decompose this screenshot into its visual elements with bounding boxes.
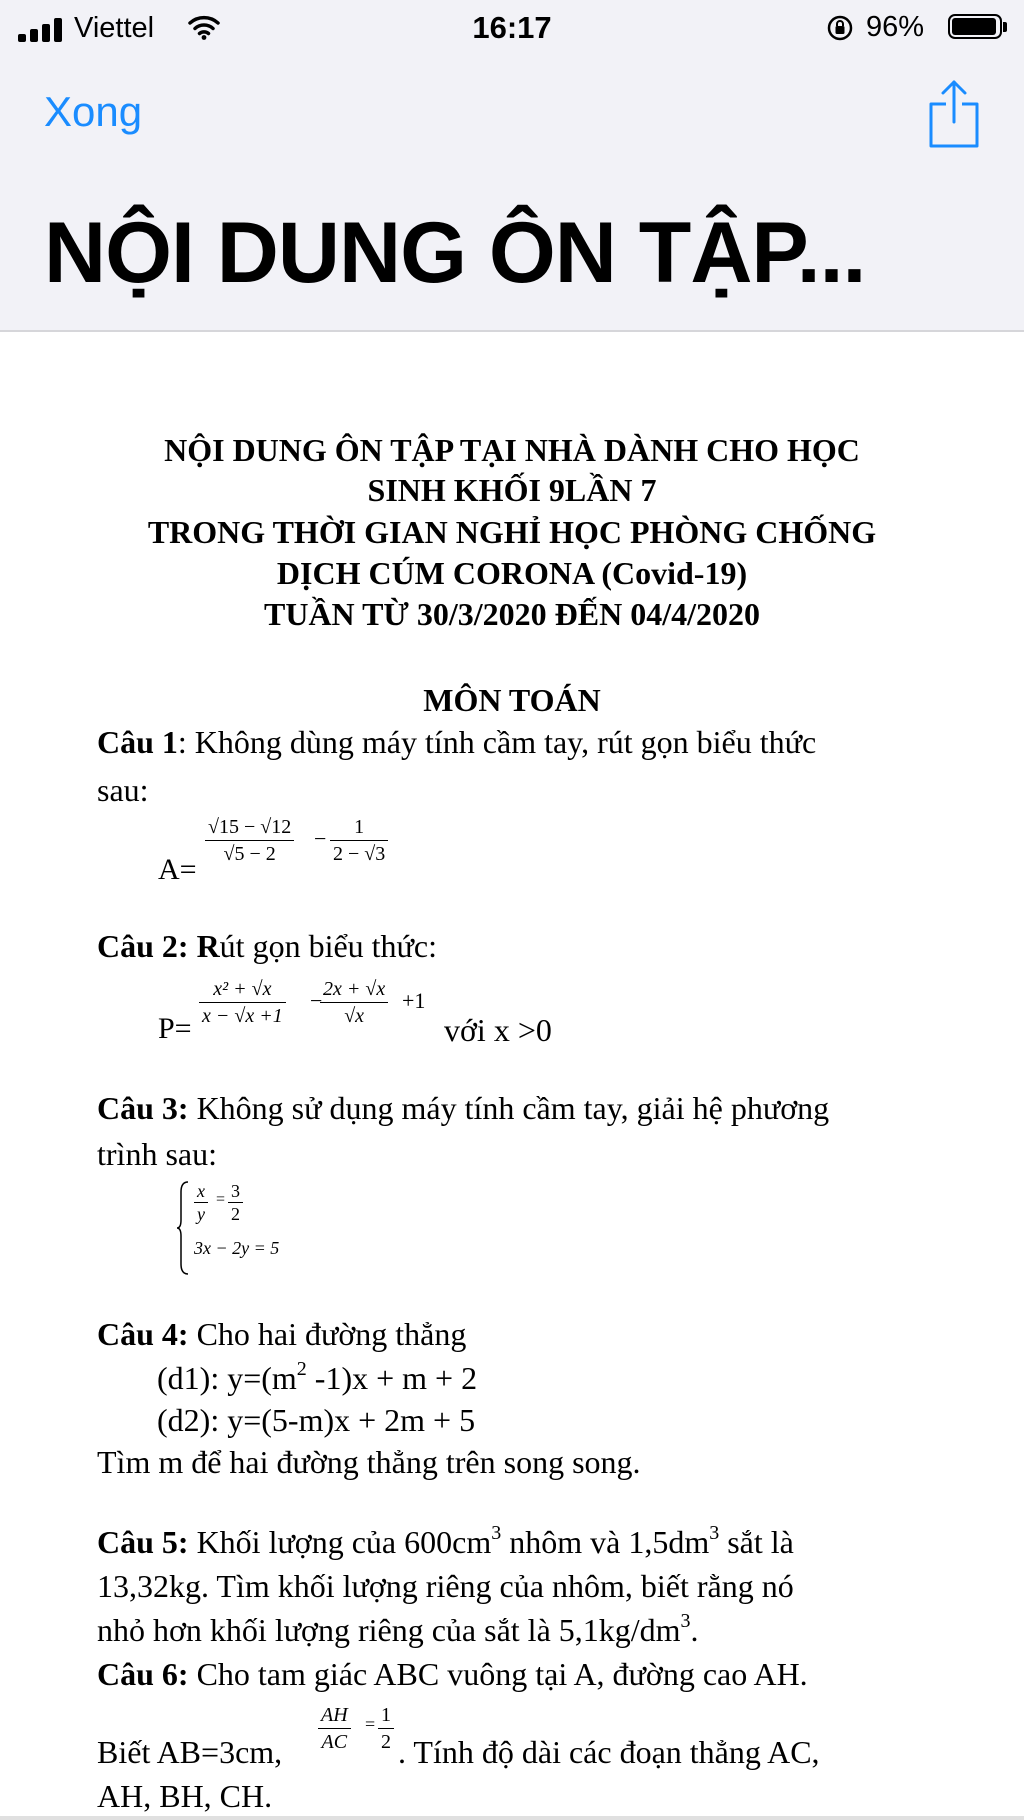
- fraction-numerator: 3: [228, 1180, 243, 1203]
- question-text-2: nhôm và 1,5dm: [501, 1524, 710, 1560]
- question-text: Cho tam giác ABC vuông tại A, đường cao AH.: [188, 1656, 808, 1692]
- battery-percentage: 96%: [866, 11, 925, 43]
- condition-text: với x >0: [444, 1012, 552, 1048]
- equals-sign: =: [216, 1191, 226, 1208]
- formula-lhs: P=: [158, 1012, 192, 1045]
- question-5-line-2: 13,32kg. Tìm khối lượng riêng của nhôm, biết rằng nó: [97, 1568, 794, 1604]
- fraction: [228, 1180, 243, 1225]
- line-d1: [157, 1360, 477, 1397]
- fraction: [205, 814, 294, 867]
- question-5: [97, 1524, 794, 1561]
- fraction-denominator: √x: [344, 1005, 365, 1027]
- subject-title: MÔN TOÁN: [423, 682, 601, 718]
- status-bar: [0, 0, 1024, 56]
- question-6-line-2a: Biết AB=3cm,: [97, 1734, 283, 1770]
- fraction-numerator: √15 − √12: [205, 814, 294, 841]
- question-label: Câu 6:: [97, 1656, 189, 1692]
- fraction-denominator: 2: [381, 1731, 391, 1753]
- heading-line: TRONG THỜI GIAN NGHỈ HỌC PHÒNG CHỐNG: [147, 514, 877, 550]
- question-3-line-2: trình sau:: [97, 1136, 217, 1172]
- d1-text: (d1): y=(m: [157, 1360, 297, 1396]
- fraction-numerator: 1: [330, 814, 388, 841]
- minus-sign: −: [314, 826, 327, 851]
- question-label: Câu 5:: [97, 1524, 189, 1560]
- question-text: : Không dùng máy tính cầm tay, rút gọn biểu thức: [177, 724, 817, 760]
- share-icon[interactable]: [926, 76, 982, 152]
- question-label: Câu 4:: [97, 1316, 189, 1352]
- fraction: [378, 1702, 394, 1755]
- superscript: 3: [491, 1522, 502, 1545]
- question-text: út gọn biểu thức:: [219, 928, 437, 964]
- d1-text-2: -1)x + m + 2: [306, 1360, 478, 1396]
- fraction-numerator: 2x + √x: [320, 976, 388, 1003]
- fraction: [330, 814, 388, 867]
- battery-level-fill: [952, 18, 996, 35]
- heading-line: NỘI DUNG ÔN TẬP TẠI NHÀ DÀNH CHO HỌC: [164, 432, 860, 468]
- clock: 16:17: [472, 10, 552, 45]
- fraction-denominator: y: [197, 1204, 205, 1224]
- fraction: [320, 976, 388, 1029]
- question-3: [97, 1090, 829, 1127]
- fraction-denominator: √5 − 2: [223, 843, 276, 865]
- heading-line: DỊCH CÚM CORONA (Covid-19): [276, 555, 748, 591]
- heading-line: SINH KHỐI 9LẦN 7: [367, 472, 657, 508]
- question-text: Cho hai đường thẳng: [188, 1316, 467, 1352]
- question-label: Câu 3:: [97, 1090, 189, 1126]
- plus-one: +1: [402, 988, 426, 1013]
- fraction-numerator: x: [194, 1180, 208, 1203]
- fraction: [318, 1702, 351, 1755]
- question-label: Câu 2:: [97, 928, 189, 964]
- brace-icon: [176, 1180, 190, 1276]
- equals-sign: =: [365, 1714, 376, 1734]
- fraction-numerator: 1: [378, 1702, 394, 1729]
- question-4-line-4: Tìm m để hai đường thẳng trên song song.: [97, 1444, 641, 1480]
- question-text: Khối lượng của 600cm: [188, 1524, 492, 1560]
- question-text-3: sắt là: [719, 1524, 794, 1560]
- question-text-bold: R: [188, 928, 220, 964]
- question-6-line-3: AH, BH, CH.: [97, 1778, 273, 1814]
- document-title: NỘI DUNG ÔN TẬP...: [44, 205, 866, 301]
- question-4: [97, 1316, 466, 1353]
- fraction-numerator: x² + √x: [199, 976, 286, 1003]
- superscript: 3: [680, 1610, 691, 1633]
- battery-tip: [1003, 22, 1007, 32]
- carrier-name: Viettel: [74, 12, 155, 44]
- question-1-line-2: sau:: [97, 772, 149, 808]
- orientation-lock-icon: [826, 14, 854, 42]
- fraction-denominator: AC: [321, 1731, 348, 1753]
- formula-lhs: A=: [158, 853, 197, 886]
- question-6: [97, 1656, 808, 1693]
- superscript: 2: [296, 1358, 307, 1381]
- bottom-edge: [0, 1816, 1024, 1820]
- fraction: [199, 976, 286, 1029]
- document-content: [0, 332, 1024, 1820]
- line-d2: (d2): y=(5-m)x + 2m + 5: [157, 1402, 476, 1438]
- fraction: [194, 1180, 208, 1225]
- question-text-2: .: [690, 1612, 699, 1648]
- question-5-line-3: [97, 1612, 699, 1649]
- battery-icon: [948, 14, 1002, 39]
- navigation-header: [0, 56, 1024, 332]
- question-1: [97, 724, 816, 761]
- question-text: nhỏ hơn khối lượng riêng của sắt là 5,1kg/dm: [97, 1612, 681, 1648]
- equation-2: 3x − 2y = 5: [194, 1238, 280, 1258]
- question-2: [97, 928, 437, 965]
- question-6-line-2b: . Tính độ dài các đoạn thẳng AC,: [398, 1734, 820, 1770]
- fraction-denominator: x − √x +1: [202, 1005, 283, 1027]
- fraction-denominator: 2 − √3: [333, 843, 386, 865]
- heading-line: TUẦN TỪ 30/3/2020 ĐẾN 04/4/2020: [263, 596, 761, 632]
- minus-sign: −: [310, 988, 323, 1013]
- superscript: 3: [709, 1522, 720, 1545]
- fraction-denominator: 2: [231, 1204, 240, 1224]
- question-text: Không sử dụng máy tính cầm tay, giải hệ phương: [188, 1090, 830, 1126]
- question-label: Câu 1: [97, 724, 178, 760]
- fraction-numerator: AH: [318, 1702, 351, 1729]
- done-button[interactable]: Xong: [44, 88, 143, 135]
